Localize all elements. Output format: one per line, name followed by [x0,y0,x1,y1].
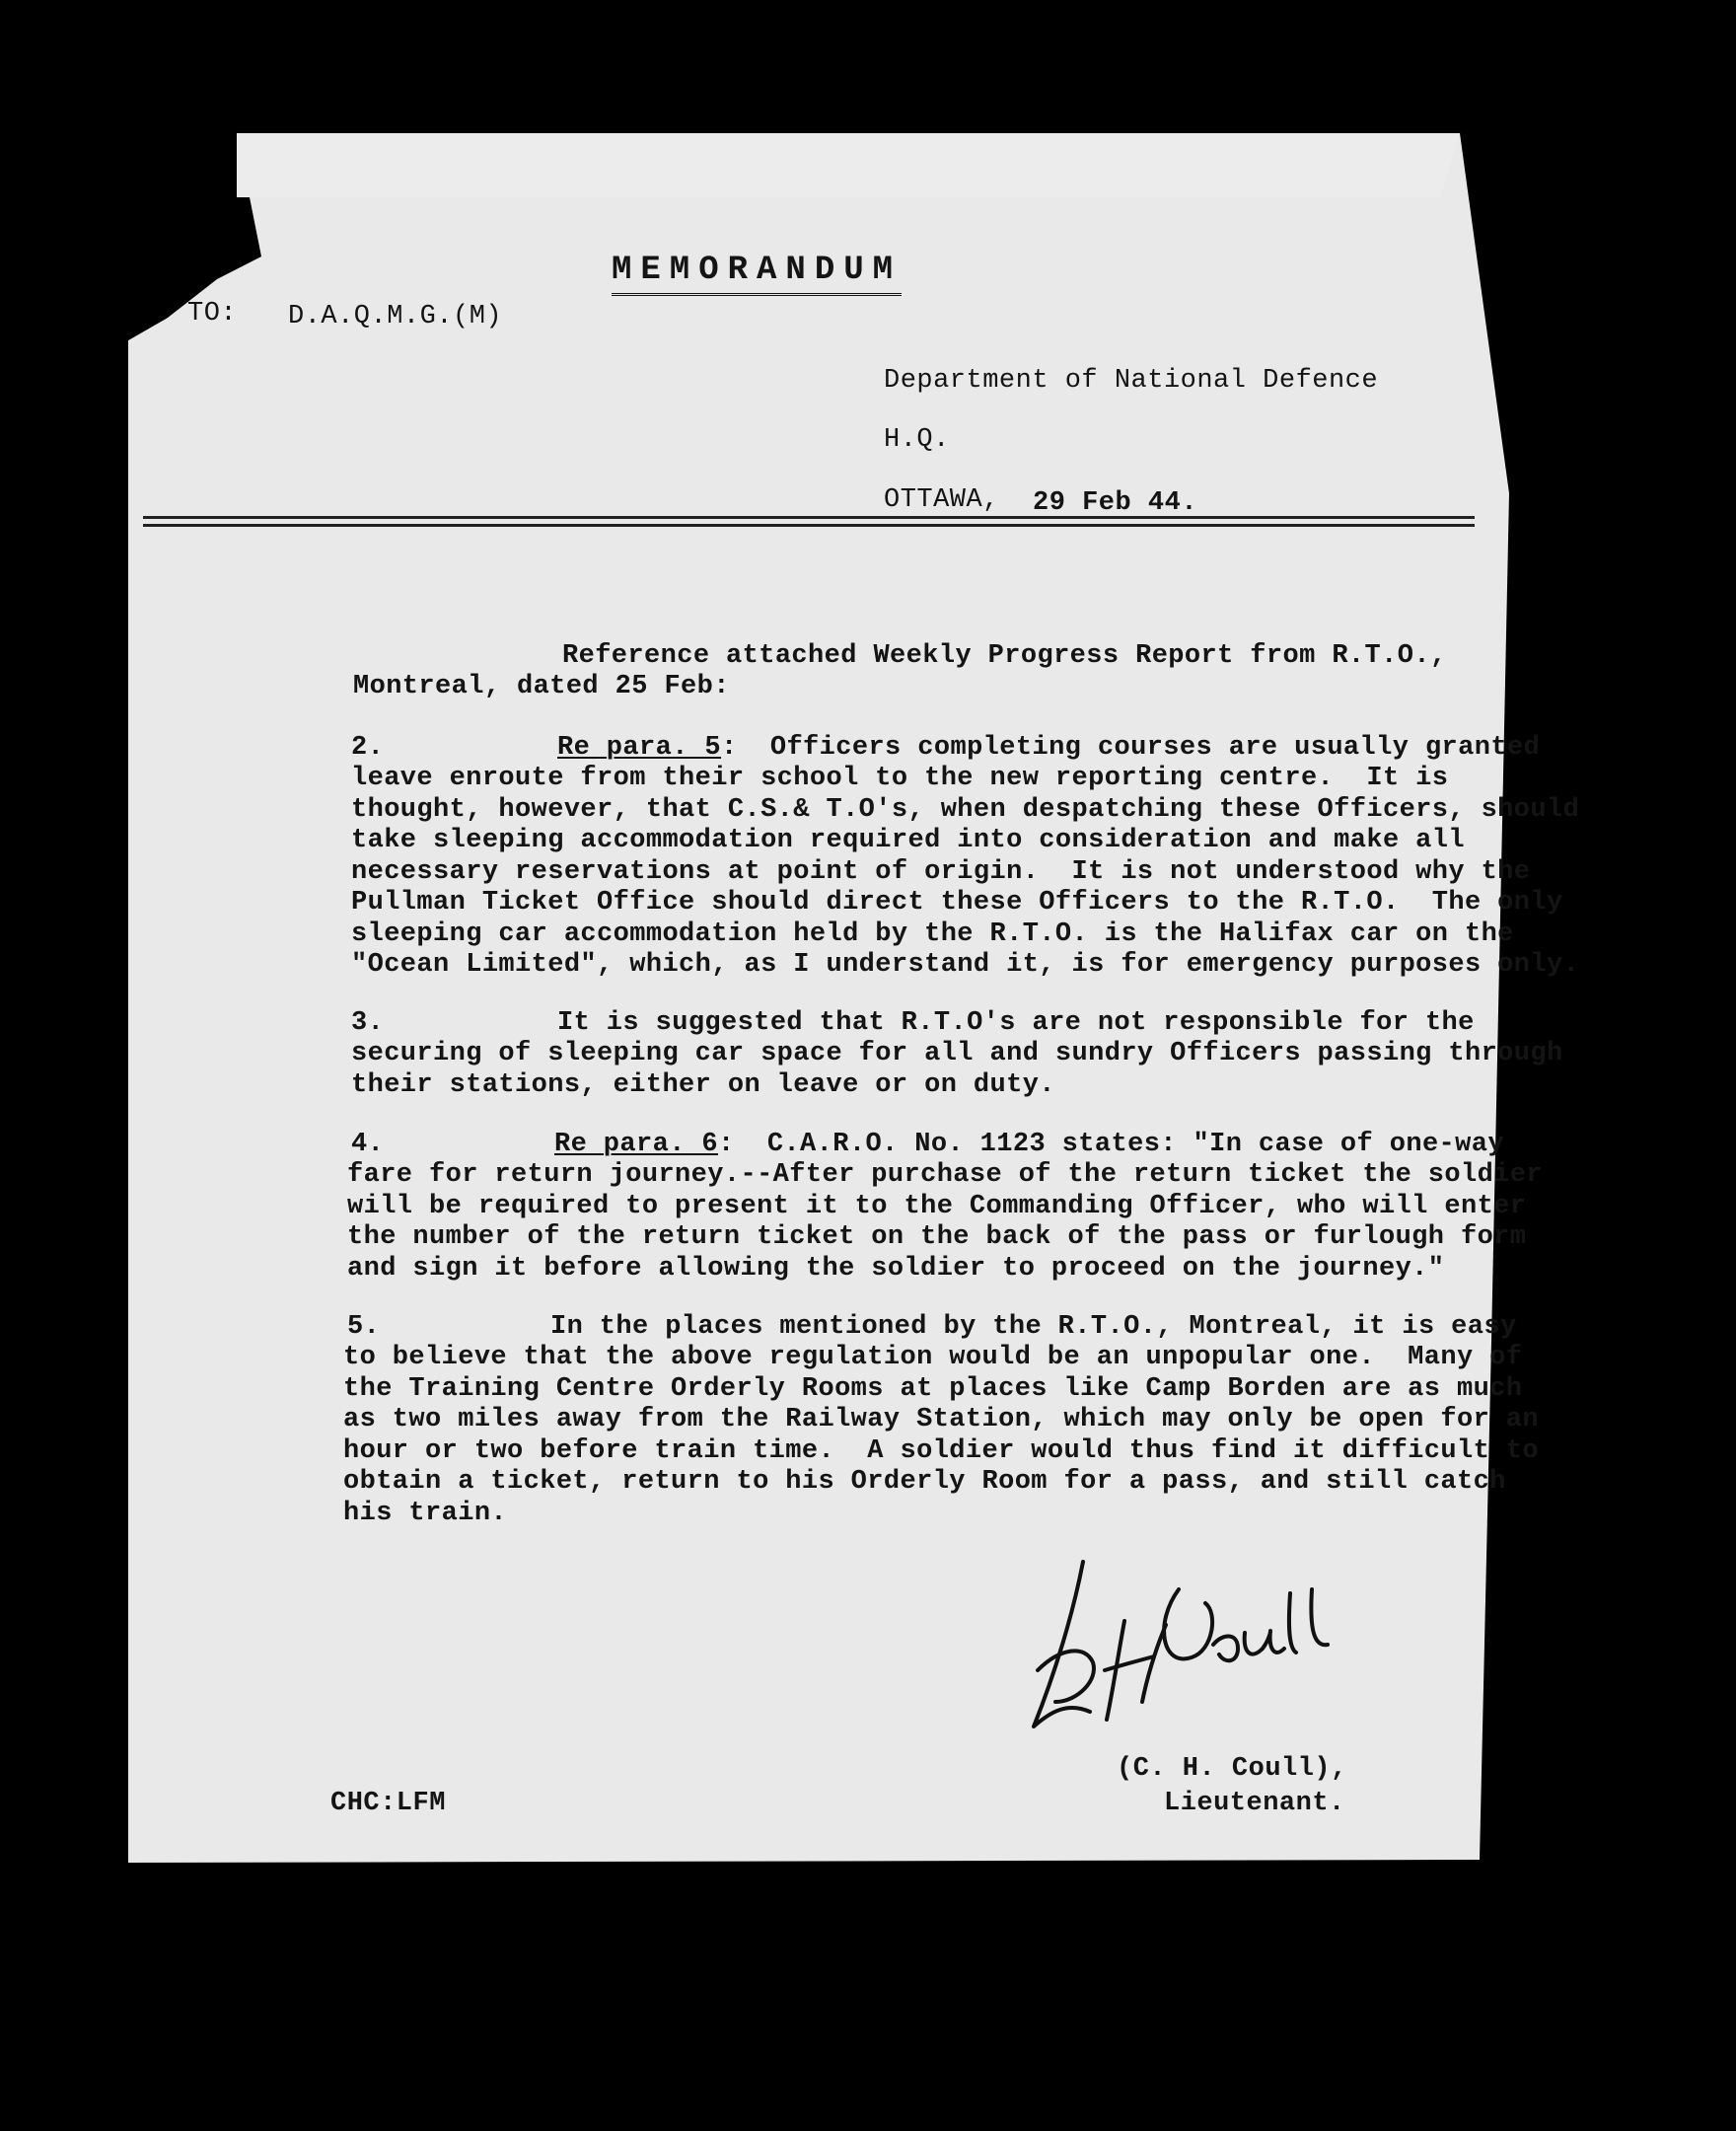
header-rule-top [143,516,1475,519]
handwritten-signature [1016,1554,1361,1751]
headquarters-line: H.Q. [884,425,950,455]
to-recipient: D.A.Q.M.G.(M) [288,302,503,331]
paragraph-2-number: 2. [351,733,385,763]
department-name: Department of National Defence [884,366,1379,396]
paragraph-5-number: 5. [347,1312,381,1342]
paragraph-2-body: leave enroute from their school to the new reporting centre. It is thought, however, that C.S.& T.O's, when despatching these Officers, should take sleeping accommodation required into consideration and make all necessary reservations at point of origin. It is not understood why the Pullman Ticket Office should direct these Officers to the R.T.O. The only sleeping car accommodation held by the R.T.O. is the Halifax car on the "Ocean Limited", which, as I understand it, is for emergency purposes only. [351,764,1580,980]
paragraph-4-first-line [554,1130,1504,1161]
paragraph-5-first-line: In the places mentioned by the R.T.O., Montreal, it is easy [550,1312,1517,1342]
paragraph-1-line-1: Reference attached Weekly Progress Report from R.T.O., [562,641,1447,671]
signatory-name: (C. H. Coull), [1117,1754,1347,1784]
paragraph-2-lead: : Officers completing courses are usually granted [721,733,1541,763]
paragraph-4-reference: Re para. 6 [554,1130,719,1159]
paragraph-4-lead: : C.A.R.O. No. 1123 states: "In case of one-way [718,1130,1504,1159]
reference-initials: CHC:LFM [330,1789,446,1818]
signatory-rank: Lieutenant. [1164,1789,1345,1818]
memo-place: OTTAWA, [884,485,999,515]
paragraph-5-body: to believe that the above regulation would be an unpopular one. Many of the Training Centre Orderly Rooms at places like Camp Borden are as much as two miles away from the Railway Station, which may only be open for an hour or two before train time. A soldier would thus find it difficult to obtain a ticket, return to his Orderly Room for a pass, and still catch his train. [343,1343,1539,1528]
paragraph-1-line-2: Montreal, dated 25 Feb: [353,672,730,701]
paragraph-4-body: fare for return journey.--After purchase of the return ticket the soldier will be required to present it to the Commanding Officer, who will enter the number of the return ticket on the back of the pass or furlough form and sign it before allowing the soldier to proceed on the journey." [347,1160,1543,1284]
paragraph-2-reference: Re para. 5 [557,733,722,763]
to-label: TO: [187,299,238,329]
paragraph-2-first-line [557,733,1540,765]
paragraph-3-first-line: It is suggested that R.T.O's are not responsible for the [557,1008,1475,1038]
paragraph-3-body: securing of sleeping car space for all and sundry Officers passing through their stations, either on leave or on duty. [351,1039,1563,1100]
header-rule-bottom [143,524,1475,527]
paragraph-4-number: 4. [351,1130,385,1159]
paragraph-3-number: 3. [351,1008,385,1038]
memo-date: 29 Feb 44. [1033,488,1198,518]
memo-title: MEMORANDUM [612,252,902,296]
